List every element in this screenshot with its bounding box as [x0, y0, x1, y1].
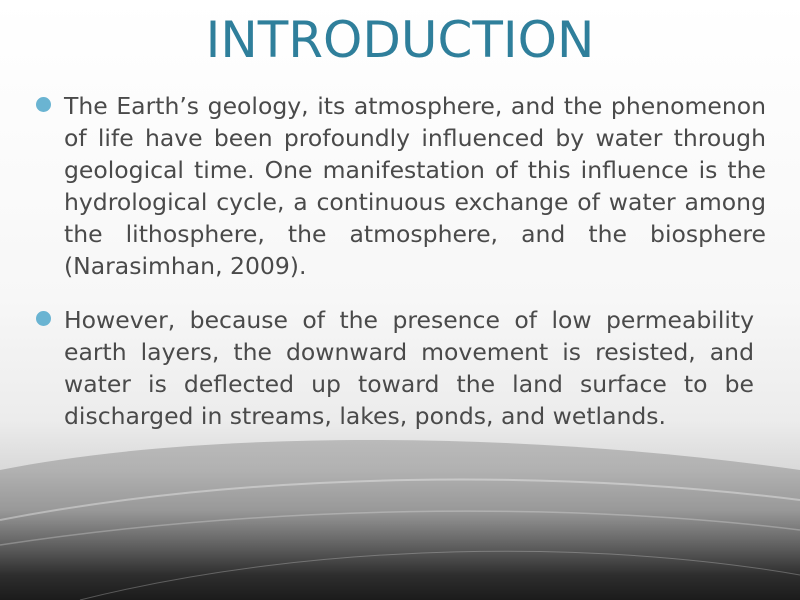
- bullet-text: The Earth’s geology, its atmosphere, and the phenomenon of life have been profoundly influenced by water through geological time. One manifestation of this influence is the hydrological cycle, a continuous exchange of water among the lithosphere, the atmosphere, and the biosphere (Narasimhan, 2009).: [64, 92, 766, 280]
- bullet-dot-icon: [36, 97, 51, 112]
- bullet-dot-icon: [36, 311, 51, 326]
- bullet-item: [36, 90, 766, 282]
- bullet-list: [36, 90, 766, 432]
- slide-title: INTRODUCTION: [205, 11, 595, 69]
- bullet-item: [36, 304, 766, 432]
- bullet-text: However, because of the presence of low permeability earth layers, the downward movement is resisted, and water is deflected up toward the land surface to be discharged in streams, lakes, ponds, and wetlands.: [64, 306, 754, 430]
